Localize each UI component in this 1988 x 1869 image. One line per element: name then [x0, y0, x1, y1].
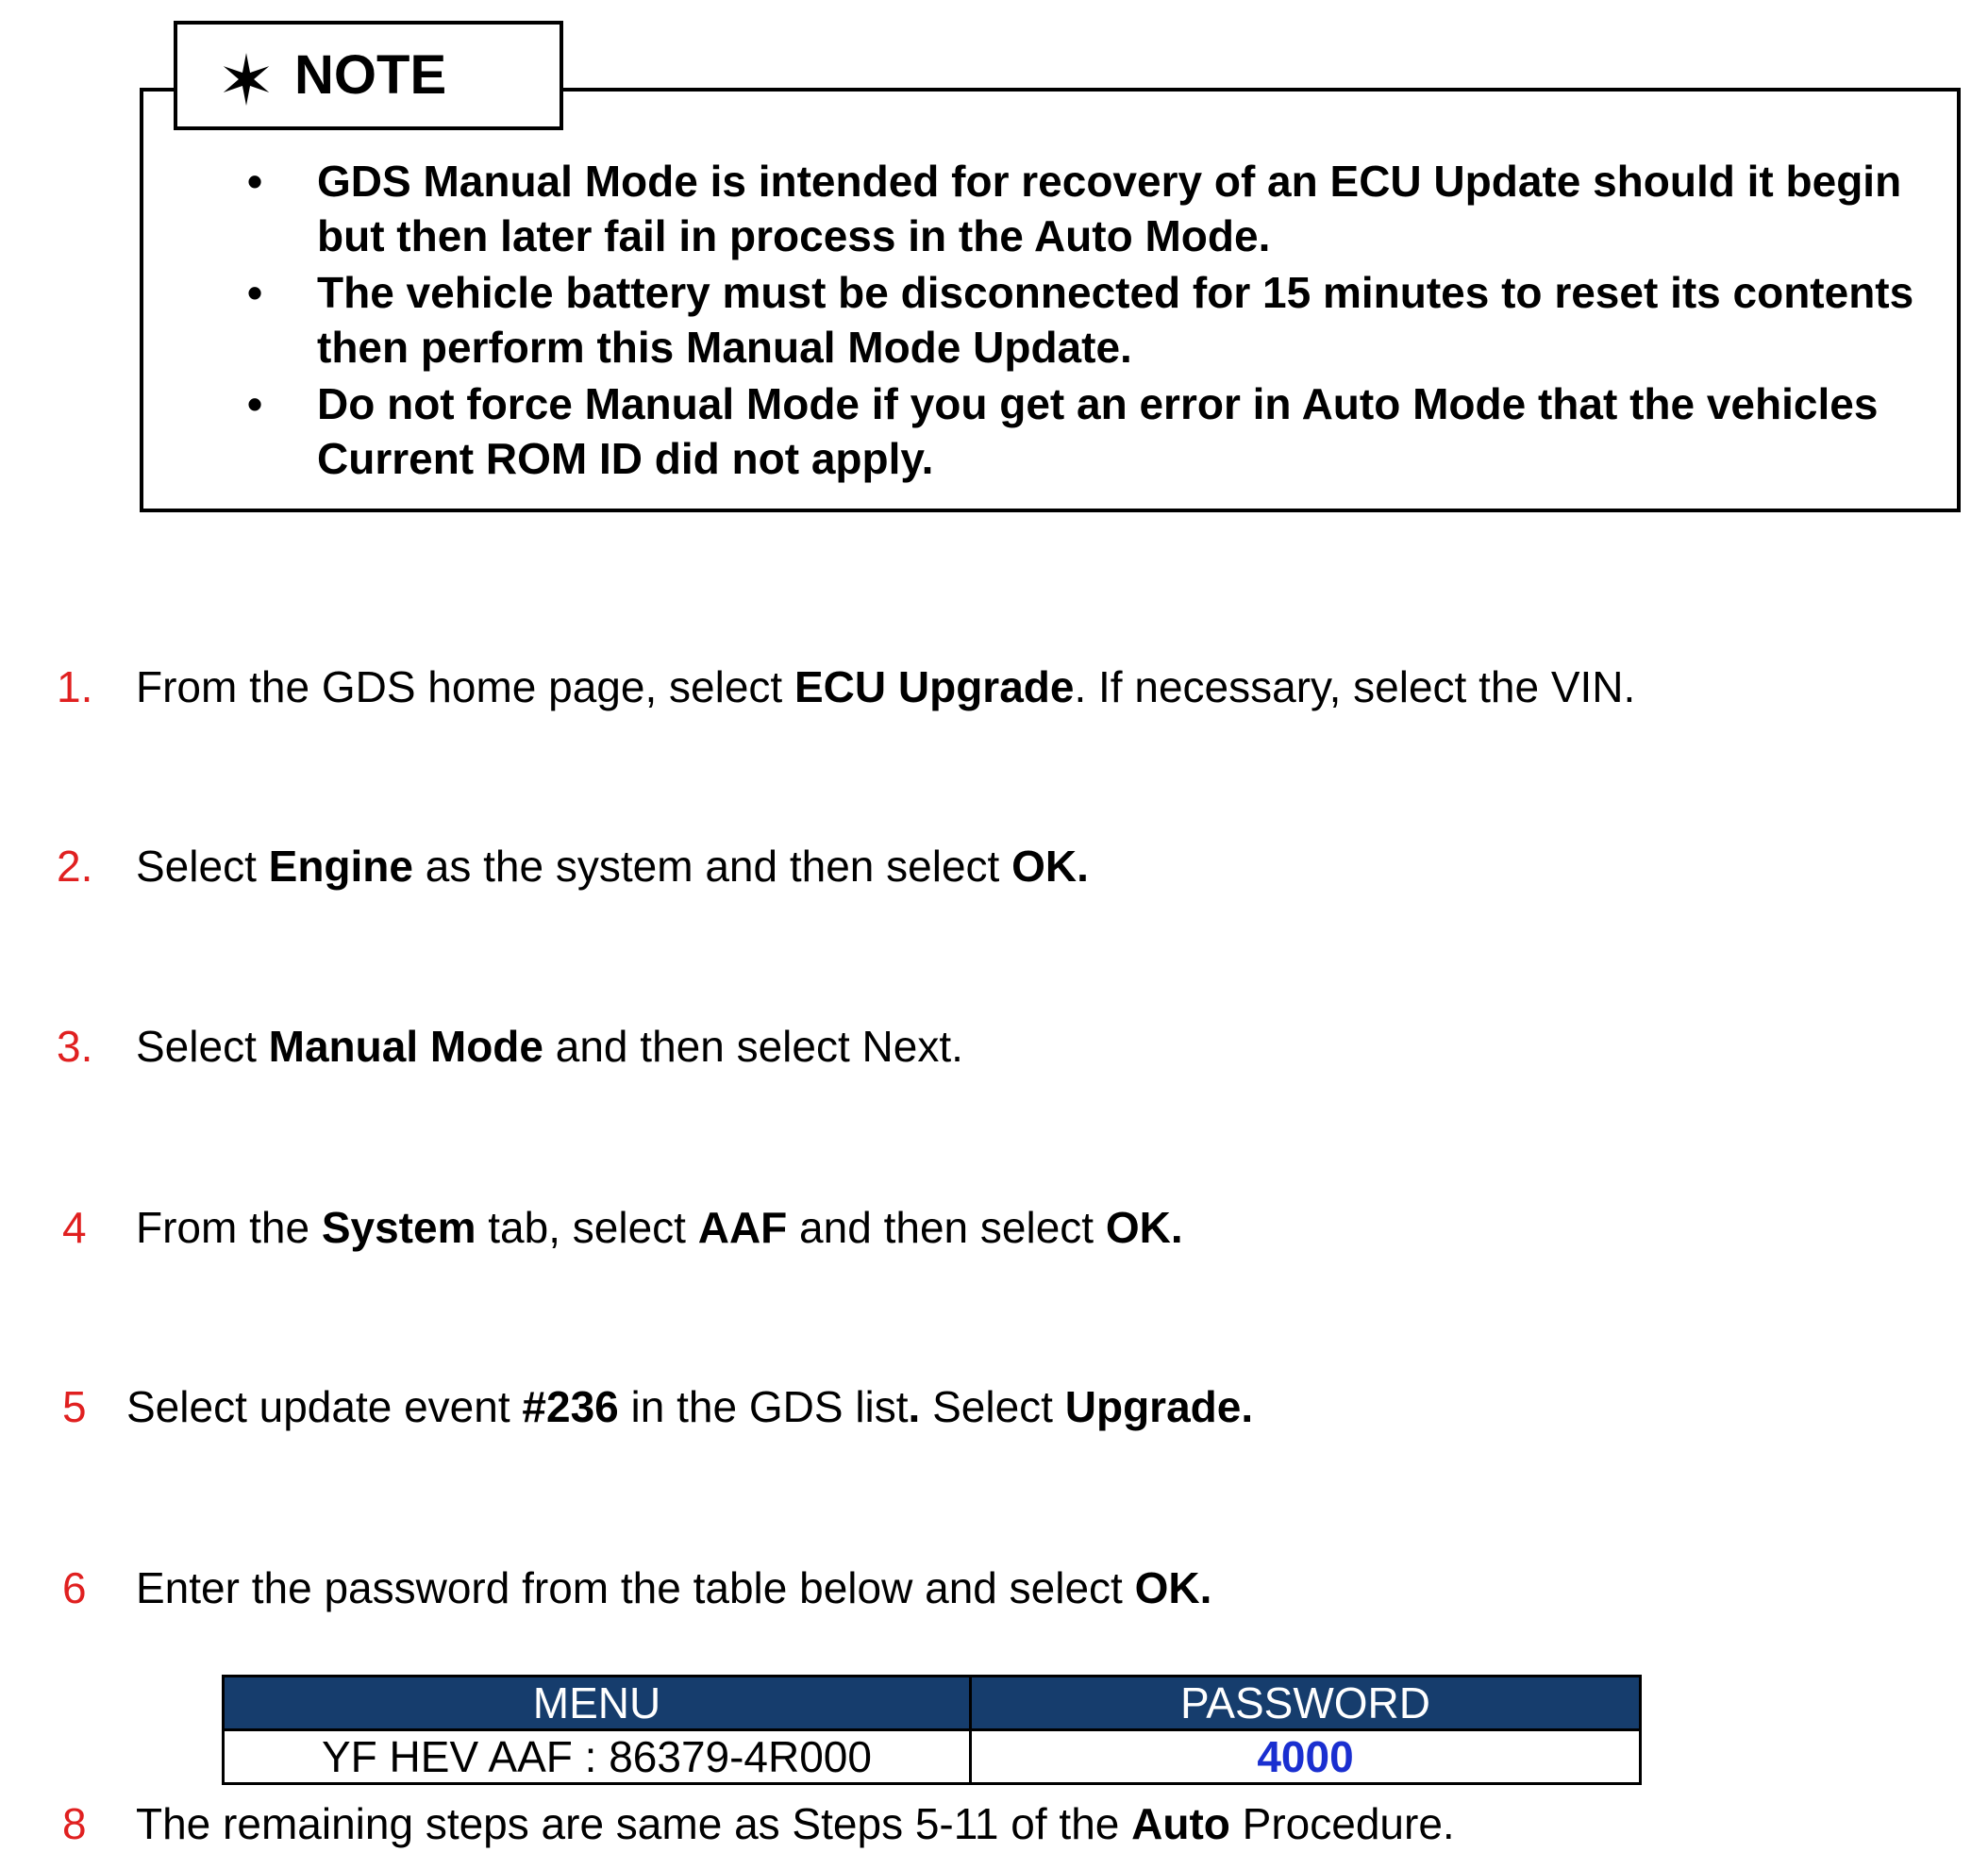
note-text: Do not force Manual Mode if you get an error in Auto Mode that the vehicles Current ROM ID did not apply. [317, 379, 1879, 483]
menu-cell: YF HEV AAF : 86379-4R000 [224, 1730, 971, 1784]
step-text: From the GDS home page, select ECU Upgrade. If necessary, select the VIN. [136, 662, 1636, 711]
step-number: 5 [62, 1382, 87, 1431]
note-header [174, 21, 563, 130]
step-number: 4 [62, 1203, 87, 1252]
step-text: Enter the password from the table below and select OK. [136, 1563, 1212, 1612]
step-text: Select Manual Mode and then select Next. [136, 1022, 963, 1071]
step-number: 1. [57, 662, 93, 711]
note-box [140, 88, 1961, 512]
step-number: 6 [62, 1563, 87, 1612]
bullet-icon: • [247, 157, 263, 206]
note-item [143, 265, 1957, 375]
password-table [222, 1675, 1642, 1785]
note-item [143, 154, 1957, 263]
note-text: The vehicle battery must be disconnected for 15 minutes to reset its contents then perform this Manual Mode Update. [317, 268, 1914, 372]
step-text: Select Engine as the system and then select OK. [136, 842, 1089, 891]
step-number: 2. [57, 842, 93, 891]
note-list [143, 154, 1957, 488]
header-password: PASSWORD [971, 1677, 1641, 1730]
note-text: GDS Manual Mode is intended for recovery of an ECU Update should it begin but then later fail in process in the Auto Mode. [317, 157, 1902, 260]
step-number: 8 [62, 1799, 87, 1848]
table-row [224, 1730, 1641, 1784]
step-number: 3. [57, 1022, 93, 1071]
step-text: The remaining steps are same as Steps 5-11 of the Auto Procedure. [136, 1799, 1455, 1848]
bullet-icon: • [247, 268, 263, 317]
asterisk-icon: ✶ [217, 42, 276, 120]
header-menu: MENU [224, 1677, 971, 1730]
step-text: Select update event #236 in the GDS list. Select Upgrade. [126, 1382, 1254, 1431]
password-cell: 4000 [971, 1730, 1641, 1784]
bullet-icon: • [247, 379, 263, 428]
note-title: NOTE [294, 44, 447, 106]
table-header-row [224, 1677, 1641, 1730]
note-item [143, 376, 1957, 486]
step-text: From the System tab, select AAF and then select OK. [136, 1203, 1183, 1252]
